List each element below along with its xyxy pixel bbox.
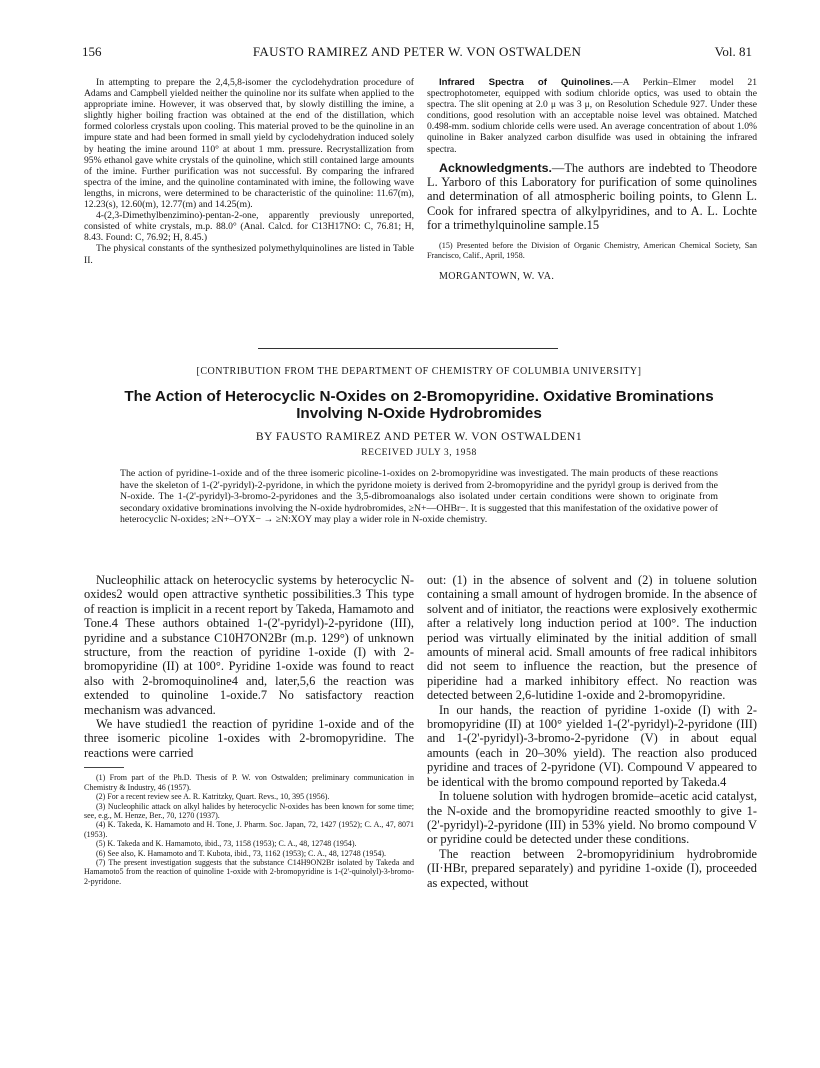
footnote: (4) K. Takeda, K. Hamamoto and H. Tone, J. Pharm. Soc. Japan, 72, 1427 (1952); C. A., 47, 8071 (1953). (84, 820, 414, 839)
volume-label: Vol. 81 (714, 44, 752, 59)
running-title: FAUSTO RAMIREZ AND PETER W. VON OSTWALDEN (252, 44, 582, 59)
footnotes (84, 773, 414, 886)
body-paragraph: 4-(2,3-Dimethylbenzimino)-pentan-2-one, apparently previously unreported, consisted of white crystals, m.p. 88.0° (Anal. Calcd. for C13H17NO: C, 76.81; H, 8.43. Found: C, 76.92; H, 8.45.) (84, 210, 414, 244)
footnote-rule (84, 767, 124, 768)
footnote: (1) From part of the Ph.D. Thesis of P. W. von Ostwalden; preliminary communication in Chemistry & Industry, 46 (1957). (84, 773, 414, 792)
body-paragraph: We have studied1 the reaction of pyridine 1-oxide and of the three isomeric picoline 1-oxides with 2-bromopyridine. The reactions were carried (84, 717, 414, 760)
abstract: The action of pyridine-1-oxide and of the three isomeric picoline-1-oxides on 2-bromopyridine was investigated. The main products of these reactions have the skeleton of 1-(2'-pyridyl)-2-pyridone, in which the pyridone moiety is derived from 2-bromopyridine and the pyridyl group is derived from the N-oxide. The 1-(2'-pyridyl)-3-bromo-2-pyridones and the 3,5-dibromoanalogs also isolated under certain conditions were shown to originate from secondary oxidative brominations involving the N-oxide hydrobromides, ≥N+—OHBr−. It is suggested that this manifestation of the oxidative power of heterocyclic N-oxides; ≥N+–OYX− → ≥N:XOY may play a wider role in N-oxide chemistry. (120, 468, 718, 526)
body-paragraph: out: (1) in the absence of solvent and (2) in toluene solution containing a small amount of hydrogen bromide. In the absence of solvent and of initiator, the reactions were explosively exothermic after a relatively long induction period at 100°. The induction period was virtually eliminated by the initial addition of small amounts of mineral acid. Small amounts of free radical inhibitors did not seem to influence the reaction, but the presence of piperidine had a marked inhibitory effect. No reaction was detected between 2,6-lutidine 1-oxide and 2-bromopyridine. (427, 573, 757, 703)
ir-section (427, 77, 757, 155)
body-paragraph: The reaction between 2-bromopyridinium hydrobromide (II·HBr, prepared separately) and pyridine 1-oxide (I), proceeded as expected, without (427, 846, 757, 890)
article-title (84, 388, 754, 422)
affiliation: MORGANTOWN, W. VA. (439, 270, 555, 282)
body-paragraph: In toluene solution with hydrogen bromide–acetic acid catalyst, the N-oxide and the bromopyridine reacted smoothly to give 1-(2'-pyridyl)-2-pyridone (III) in 53% yield. No bromo compound V or pyridine could be detected under these conditions. (427, 789, 757, 847)
body-paragraph: In our hands, the reaction of pyridine 1-oxide (I) with 2-bromopyridine (II) at 100° yielded 1-(2'-pyridyl)-2-pyridone (III) and 1-(2'-pyridyl)-3-bromo-2-pyridone (V) in about equal amounts (each in 20–30% yield). The reaction also produced pyridine and traces of 2-pyridone (VI). Compound V appeared to be identical with the bromo compound reported by Takeda.4 (427, 702, 757, 789)
footnote: (5) K. Takeda and K. Hamamoto, ibid., 73, 1158 (1953); C. A., 48, 12748 (1954). (96, 839, 357, 849)
article-right-column (427, 573, 757, 890)
body-paragraph: Nucleophilic attack on heterocyclic systems by heterocyclic N-oxides2 would open attractive synthetic possibilities.3 This type of reaction is implicit in a recent report by Takeda, Hamamoto and Tone.4 These authors obtained 1-(2'-pyridyl)-2-pyridone (III), pyridine and a substance C10H7ON2Br (m.p. 129°) of unknown structure, from the reaction of pyridine 1-oxide (I) with 2-bromopyridine (II) at 100°. Pyridine 1-oxide was found to react also with 2-bromoquinoline4 and, later,5,6 the reaction was extended to quinoline 1-oxide.7 No satisfactory reaction mechanism was advanced. (84, 573, 414, 717)
article-left-column (84, 573, 414, 886)
page-number: 156 (82, 44, 102, 59)
footnote: (2) For a recent review see A. R. Katritzky, Quart. Revs., 10, 395 (1956). (96, 792, 330, 802)
footnote: (6) See also, K. Hamamoto and T. Kubota, ibid., 73, 1162 (1953); C. A., 48, 12748 (1954). (96, 848, 387, 858)
title-line: The Action of Heterocyclic N-Oxides on 2-Bromopyridine. Oxidative Brominations (124, 388, 714, 405)
body-paragraph: In attempting to prepare the 2,4,5,8-isomer the cyclodehydration procedure of Adams and Campbell yielded neither the quinoline nor its sulfate when applied to the appropriate imine. However, it was observed that, by slowly distilling the imine, a slightly higher boiling fraction was obtained at the end of the distillation, which formed colorless crystals upon cooling. This material proved to be the quinoline in an impure state and had been formed in small yield by cyclodehydration induced solely by heating the imine around 110° at about 1 mm. pressure. Recrystallization from 95% ethanol gave white crystals of the quinoline, which still contained large amounts of the imine. Further purification was not successful. By comparing the infrared spectra of the imine, and the quinoline contaminated with imine, the following wave lengths, in microns, were determined to be characteristic of the quinoline: 11.67(m), 12.23(s), 12.60(m), 12.77(m) and 14.25(m). (84, 77, 414, 211)
ir-text: —A Perkin–Elmer model 21 spectrophotometer, equipped with sodium chloride optics, was used to obtain the spectra. The slit opening at 2.0 μ was 3 μ, on Resolution Schedule 927. Under these conditions, good resolution with an acceptable noise level was obtained. Matched 0.498-mm. sodium chloride cells were used. An average concentration of about 1.0% quinoline in Baker analyzed carbon disulfide was used in obtaining the infrared spectra. (427, 77, 757, 155)
footnote: (7) The present investigation suggests that the substance C14H9ON2Br isolated by Takeda and Hamamoto5 from the reaction of quinoline 1-oxide with 2-bromopyridine is 1-(2'-quinolyl)-3-bromo-2-pyridone. (84, 857, 414, 886)
footnote: (3) Nucleophilic attack on alkyl halides by heterocyclic N-oxides has been known for some time; see, e.g., M. Henze, Ber., 70, 1270 (1937). (84, 801, 414, 820)
ack-text: —The authors are indebted to Theodore L. Yarboro of this Laboratory for purification of some quinolines and determination of all atmospheric boiling points, to Glenn L. Cook for infrared spectra of alkylpyridines, and to A. L. Lochte for a trimethylquinoline sample.15 (427, 160, 757, 233)
page-header (82, 44, 752, 62)
authors-line: BY FAUSTO RAMIREZ AND PETER W. VON OSTWALDEN1 (255, 431, 583, 443)
footnote-15: (15) Presented before the Division of Organic Chemistry, American Chemical Society, San Francisco, Calif., April, 1958. (427, 240, 757, 260)
previous-article-left-column (84, 77, 414, 266)
ack-heading: Acknowledgments. (439, 160, 552, 175)
contribution-line: [CONTRIBUTION FROM THE DEPARTMENT OF CHEMISTRY OF COLUMBIA UNIVERSITY] (196, 366, 642, 377)
received-date: RECEIVED JULY 3, 1958 (361, 447, 477, 458)
ir-heading: Infrared Spectra of Quinolines. (439, 77, 614, 88)
previous-article-right-column (427, 77, 757, 282)
title-line: Involving N-Oxide Hydrobromides (296, 405, 542, 422)
acknowledgments (427, 161, 757, 233)
body-paragraph: The physical constants of the synthesized polymethylquinolines are listed in Table II. (84, 243, 414, 266)
article-divider (258, 348, 558, 349)
